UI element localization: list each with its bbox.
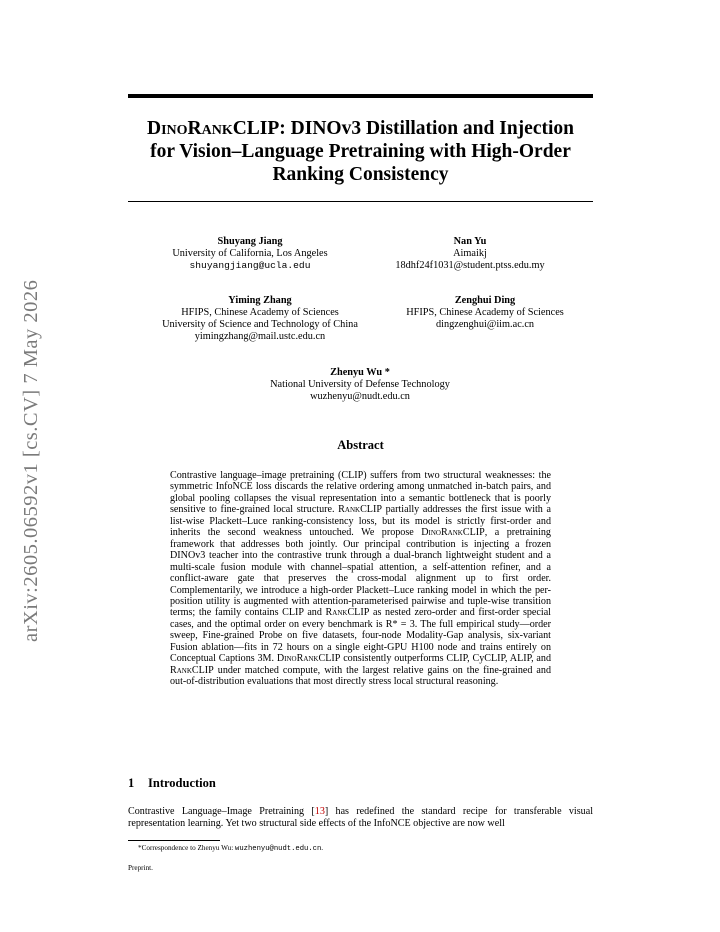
- arxiv-stamp: [18, 262, 46, 642]
- author-name: Shuyang Jiang: [217, 236, 283, 247]
- author-affiliation: HFIPS, Chinese Academy of Sciences: [181, 307, 339, 318]
- author-block: [130, 295, 390, 343]
- abstract-body: Contrastive language–image pretraining (CLIP) suffers from two structural weaknesses: the symmetric InfoNCE loss discards the relative ordering among unmatched in-batch pairs, and global pooling collapses the visual representation into a semantic bottleneck that is poorly sensitive to fine-grained local structure. RankCLIP partially addresses the first issue with a list-wise Plackett–Luce ranking-consistency loss, but its model is strictly first-order and inherits the second weakness untouched. We propose DinoRankCLIP, a pretraining framework that addresses both jointly. Our principal contribution is injecting a frozen DINOv3 teacher into the contrastive trunk through a dual-branch lightweight student and a multi-scale fusion module with channel–spatial attention, a self-attention refiner, and a conflict-aware gate that preserves the cross-modal alignment up to first order. Complementarily, we introduce a high-order Plackett–Luce ranking model in which the per-position utility is augmented with attention-parameterised pairwise and tuple-wise transition terms; the family contains CLIP and RankCLIP as nested zero-order and first-order special cases, and the optimal order on every benchmark is R* = 3. The full empirical study—order sweep, Fine-grained Probe on five datasets, four-node Modality-Gap analysis, six-variant Fusion ablation—fits in 72 hours on a single eight-GPU H100 node and trains entirely on Conceptual Captions 3M. DinoRankCLIP consistently outperforms CLIP, CyCLIP, ALIP, and RankCLIP under matched compute, with the largest relative gains on the fine-grained and out-of-distribution evaluations that most directly stress local structural reasoning.: [170, 470, 551, 688]
- author-email[interactable]: dingzenghui@iim.ac.cn: [435, 319, 535, 330]
- paper-title: [128, 117, 593, 186]
- author-email[interactable]: wuzhenyu@nudt.edu.cn: [310, 391, 410, 402]
- author-block: [130, 236, 370, 272]
- title-bottom-rule: [128, 201, 593, 202]
- author-affiliation: University of California, Los Angeles: [172, 248, 328, 259]
- author-name: Nan Yu: [453, 236, 487, 247]
- author-email[interactable]: shuyangjiang@ucla.edu: [189, 260, 311, 271]
- title-method-name: DinoRankCLIP: [146, 118, 280, 139]
- author-affiliation: HFIPS, Chinese Academy of Sciences: [406, 307, 564, 318]
- arxiv-identifier: arXiv:2605.06592v1 [cs.CV] 7 May 2026: [20, 279, 42, 642]
- author-block: [240, 367, 480, 403]
- footnote-email[interactable]: wuzhenyu@nudt.edu.cn: [235, 845, 322, 853]
- author-name: Zenghui Ding: [454, 295, 516, 306]
- author-email[interactable]: 18dhf24f1031@student.ptss.edu.my: [395, 260, 545, 271]
- title-top-rule: [128, 94, 593, 98]
- author-block: [385, 295, 585, 331]
- author-name: Zhenyu Wu *: [330, 367, 390, 378]
- citation-link[interactable]: 13: [314, 806, 325, 817]
- abstract-heading: Abstract: [337, 438, 384, 452]
- section-title: Introduction: [148, 776, 216, 790]
- title-line3: Ranking Consistency: [272, 164, 449, 185]
- section-heading: [128, 776, 216, 791]
- footnote: *Correspondence to Zhenyu Wu: wuzhenyu@nudt.edu.cn.: [138, 844, 324, 853]
- author-affiliation: National University of Defense Technology: [270, 379, 450, 390]
- intro-paragraph: Contrastive Language–Image Pretraining [13] has redefined the standard recipe for transferable visual representation learning. Yet two structural side effects of the InfoNCE objective are now well: [128, 806, 593, 829]
- author-affiliation: Aimaikj: [453, 248, 487, 259]
- preprint-label: Preprint.: [128, 864, 153, 872]
- footnote-rule: [128, 840, 220, 841]
- author-name: Yiming Zhang: [228, 295, 292, 306]
- section-number: 1: [128, 776, 135, 790]
- author-email[interactable]: yimingzhang@mail.ustc.edu.cn: [194, 331, 326, 342]
- author-block: [370, 236, 570, 272]
- title-line2: for Vision–Language Pretraining with High-Order: [150, 141, 571, 162]
- author-affiliation: University of Science and Technology of China: [162, 319, 358, 330]
- title-line1: : DINOv3 Distillation and Injection: [279, 118, 574, 139]
